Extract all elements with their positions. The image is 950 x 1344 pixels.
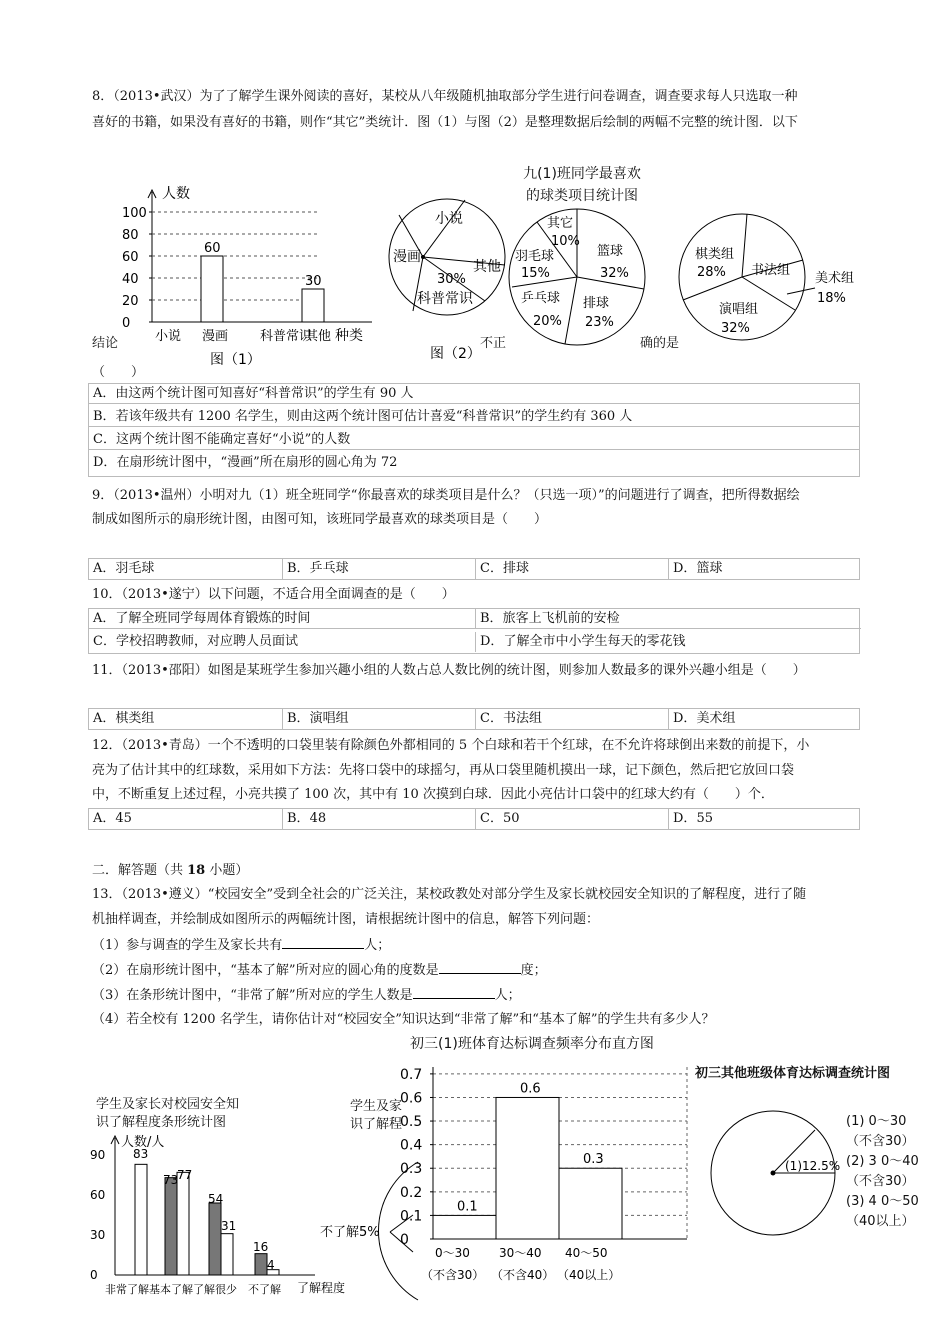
fig1-caption: 图（1） (210, 352, 261, 368)
hist-cat2a: 30～40 (499, 1246, 542, 1260)
q11-line1: 11．（2013•邵阳）如图是某班学生参加兴趣小组的人数占总人数比例的统计图，则参加人数最多的课外兴趣小组是（ ） (92, 663, 806, 678)
safety-bar-label: 83 (133, 1147, 149, 1161)
safety-bar-label: 77 (177, 1168, 193, 1182)
safety-bar-title-2: 识了解程度条形统计图 (96, 1115, 227, 1130)
q8-option-d[interactable]: D．在扇形统计图中，“漫画”所在扇形的圆心角为 72 (93, 455, 398, 470)
safety-ytick: 90 (90, 1148, 106, 1162)
safety-pie-title-1: 学生及家 (350, 1099, 403, 1114)
q13-sub2: （2）在扇形统计图中，“基本了解”所对应的圆心角的度数是 度； (92, 963, 547, 978)
ball-label-pq: 排球 (583, 296, 610, 311)
q10-option-b[interactable]: B．旅客上飞机前的安检 (475, 609, 861, 629)
hist-cat1b: （不含30） (421, 1268, 485, 1282)
safety-bar-label: 54 (208, 1192, 224, 1206)
safety-bar-label: 4 (267, 1258, 275, 1272)
q9-line1: 9．（2013•温州）小明对九（1）班全班同学“你最喜欢的球类项目是什么？（只选一项）”的问题进行了调查，把所得数据绘 (92, 488, 800, 503)
hist-ytick: 0.4 (400, 1137, 423, 1154)
fig1-bar (201, 256, 223, 322)
q10-option-d[interactable]: D．了解全市中小学生每天的零花钱 (475, 632, 861, 652)
fig2-label-xiaoshuo: 小说 (435, 211, 463, 227)
ball-label-qita: 其它 (547, 216, 574, 231)
q13-sub4: （4）若全校有 1200 名学生，请你估计对“校园安全”知识达到“非常了解”和“基本了解”的学生共有多少人？ (92, 1012, 715, 1027)
safety-bar (255, 1254, 267, 1275)
q12-option-d[interactable]: D．55 (668, 809, 861, 829)
fig1-ylabel: 人数 (162, 186, 190, 202)
q11-options (88, 708, 860, 730)
q9-option-b[interactable]: B．乒乓球 (282, 559, 475, 579)
q10-option-a[interactable]: A．了解全班同学每周体育锻炼的时间 (89, 609, 475, 629)
section2-heading: 二．解答题（共 18 小题） (92, 863, 249, 878)
safety-bar-title-1: 学生及家长对校园安全知 (96, 1097, 240, 1112)
fig1-ytick: 20 (122, 294, 139, 309)
q13-blank-2[interactable] (439, 961, 521, 974)
q9-option-a[interactable]: A．羽毛球 (93, 561, 155, 576)
q10-line1: 10．（2013•遂宁）以下问题，不适合用全面调查的是（ ） (92, 587, 455, 602)
fig2-label-kepu: 科普常识 (417, 291, 473, 307)
safety-xlabel: 了解程度 (297, 1281, 346, 1295)
group-label-yc: 演唱组 (719, 302, 759, 317)
fig1-xtick: 其他 (305, 329, 332, 344)
safety-bar (165, 1178, 177, 1275)
fig1-xtick: 漫画 (202, 329, 229, 344)
q8-option-b[interactable]: B．若该年级共有 1200 名学生，则由这两个统计图可估计喜爱“科普常识”的学生约有 360 人 (89, 407, 859, 427)
q8-tail-right: 确的是 (640, 336, 680, 351)
fig1-xtick: 科普常识 (260, 329, 313, 344)
q13-line2: 机抽样调查，并绘制成如图所示的两幅统计图，请根据统计图中的信息，解答下列问题： (92, 912, 600, 927)
q13-blank-1[interactable] (282, 936, 364, 949)
safety-bar-label: 73 (163, 1173, 179, 1187)
q9-option-c[interactable]: C．排球 (475, 559, 668, 579)
safety-bar (221, 1234, 233, 1275)
sport-pie-chart (705, 1100, 841, 1240)
fig1-xtick: 小说 (155, 329, 182, 344)
q8-option-a[interactable]: A．由这两个统计图可知喜好“科普常识”的学生有 90 人 (89, 384, 859, 404)
q8-line2: 喜好的书籍，如果没有喜好的书籍，则作“其它”类统计．图（1）与图（2）是整理数据后绘制的两幅不完整的统计图．以下 (92, 115, 798, 130)
group-label-yc-pct: 32% (721, 321, 750, 336)
ball-pie-title-2: 的球类项目统计图 (526, 188, 638, 204)
group-label-ql-pct: 28% (697, 265, 726, 280)
hist-ytick: 0.3 (400, 1161, 423, 1178)
hist-chart (395, 1055, 695, 1295)
fig1-bar-label: 30 (305, 274, 322, 289)
q12-option-a[interactable]: A．45 (93, 811, 132, 826)
q8-option-c[interactable]: C．这两个统计图不能确定喜好“小说”的人数 (89, 430, 859, 450)
hist-cat3a: 40～50 (565, 1246, 608, 1260)
hist-bar-label: 0.1 (457, 1199, 478, 1215)
hist-ytick: 0.1 (400, 1208, 423, 1225)
q12-option-c[interactable]: C．50 (475, 809, 668, 829)
hist-ytick: 0.5 (400, 1114, 423, 1131)
hist-ytick: 0.7 (400, 1066, 423, 1083)
ball-pie-chart (505, 205, 650, 350)
q8-line1: 8．（2013•武汉）为了了解学生课外阅读的喜好，某校从八年级随机抽取部分学生进行问卷调查，调查要求每人只选取一种 (92, 89, 798, 104)
q12-option-b[interactable]: B．48 (282, 809, 475, 829)
q8-paren: （ ） (92, 365, 145, 380)
fig1-ytick: 100 (122, 206, 147, 221)
sport-pie-title: 初三其他班级体育达标调查统计图 (695, 1066, 891, 1081)
ball-label-ymq: 羽毛球 (515, 249, 555, 264)
hist-title: 初三(1)班体育达标调查频率分布直方图 (410, 1036, 654, 1052)
fig1-bar-label: 60 (204, 241, 221, 256)
fig2-pie-chart (385, 195, 515, 362)
q12-line1: 12．（2013•青岛）一个不透明的口袋里装有除颜色外都相同的 5 个白球和若干个红球，在不允许将球倒出来数的前提下，小 (92, 738, 810, 753)
safety-ylabel: 人数/人 (121, 1135, 165, 1150)
hist-bar (433, 1215, 496, 1239)
sport-pie-inner: (1)12.5% (785, 1159, 841, 1173)
safety-pie-title-2: 识了解程 (350, 1117, 403, 1132)
q11-option-c[interactable]: C．书法组 (475, 709, 668, 729)
ball-label-ymq-pct: 15% (521, 266, 550, 281)
safety-bar-label: 31 (221, 1219, 237, 1233)
q8-options (88, 383, 860, 477)
fig2-label-kepu-pct: 30% (437, 272, 466, 287)
hist-cat2b: （不含40） (491, 1268, 555, 1282)
hist-bar-label: 0.6 (520, 1081, 541, 1097)
q9-option-d[interactable]: D．篮球 (668, 559, 861, 579)
fig1-ytick: 60 (122, 250, 139, 265)
group-label-ql: 棋类组 (695, 247, 735, 262)
fig1-xlabel: 种类 (335, 328, 363, 344)
q9-line2: 制成如图所示的扇形统计图，由图可知，该班同学最喜欢的球类项目是（ ） (92, 512, 548, 527)
hist-bar-label: 0.3 (583, 1152, 604, 1168)
hist-bar (496, 1097, 559, 1239)
q11-option-b[interactable]: B．演唱组 (282, 709, 475, 729)
hist-ytick: 0 (400, 1232, 409, 1248)
q13-sub3: （3）在条形统计图中，“非常了解”所对应的学生人数是 人； (92, 988, 521, 1003)
group-label-ms: 美术组 (815, 271, 855, 286)
ball-pie-title-1: 九(1)班同学最喜欢 (523, 166, 641, 182)
group-label-sf: 书法组 (751, 263, 791, 278)
safety-bar (177, 1172, 189, 1275)
q11-option-d[interactable]: D．美术组 (668, 709, 861, 729)
q8-tail-left: 结论 (92, 336, 119, 351)
safety-ytick: 0 (90, 1268, 98, 1282)
safety-ytick: 60 (90, 1188, 106, 1202)
sport-pie-legend: (1) 0～30 （不含30） (2) 3 0～40 （不含30） (3) 4 0～50 （40以上） (846, 1114, 919, 1229)
fig2-label-qita: 其他 (473, 259, 501, 275)
hist-cat1a: 0～30 (435, 1246, 470, 1260)
safety-bar (135, 1164, 147, 1275)
fig2-caption: 图（2） (430, 346, 481, 362)
fig1-ytick: 0 (122, 316, 131, 331)
safety-bar-chart (85, 1130, 355, 1300)
fig1-bar-chart (110, 180, 380, 370)
q10-option-c[interactable]: C．学校招聘教师，对应聘人员面试 (93, 634, 298, 649)
ball-label-ppq: 乒乓球 (521, 291, 561, 306)
safety-pie-label: 不了解5% (320, 1225, 380, 1240)
q13-line1: 13．（2013•遵义）“校园安全”受到全社会的广泛关注，某校政教处对部分学生及家长就校园安全知识的了解程度，进行了随 (92, 887, 807, 902)
q13-blank-3[interactable] (413, 986, 495, 999)
ball-label-pq-pct: 23% (585, 315, 614, 330)
q13-sub1: （1）参与调查的学生及家长共有 人； (92, 938, 391, 953)
fig1-bar (302, 289, 324, 322)
fig2-label-manhua: 漫画 (393, 249, 421, 265)
q9-options (88, 558, 860, 580)
safety-ytick: 30 (90, 1228, 106, 1242)
ball-label-lq-pct: 32% (600, 266, 629, 281)
q12-options (88, 808, 860, 830)
group-pie-chart (675, 210, 875, 345)
q12-line3: 中，不断重复上述过程，小亮共摸了 100 次，其中有 10 次摸到白球．因此小亮估计口袋中的红球大约有（ ）个． (92, 787, 774, 802)
hist-ytick: 0.2 (400, 1184, 423, 1201)
q12-line2: 亮为了估计其中的红球数，采用如下方法：先将口袋中的球摇匀，再从口袋里随机摸出一球，记下颜色，然后把它放回口袋 (92, 763, 795, 778)
ball-label-ppq-pct: 20% (533, 314, 562, 329)
fig1-ytick: 80 (122, 228, 139, 243)
safety-bar (209, 1203, 221, 1275)
group-label-ms-pct: 18% (817, 291, 846, 306)
ball-label-lq: 篮球 (597, 244, 624, 259)
fig1-ytick: 40 (122, 272, 139, 287)
safety-categories: 非常了解基本了解了解很少 不了解 (105, 1283, 281, 1296)
safety-bar-label: 16 (253, 1240, 269, 1254)
hist-ytick: 0.6 (400, 1090, 423, 1107)
ball-label-qita-pct: 10% (551, 234, 580, 249)
q10-options (88, 608, 860, 654)
hist-cat3b: （40以上） (557, 1268, 621, 1282)
q8-tail-mid: 不正 (480, 336, 507, 351)
q11-option-a[interactable]: A．棋类组 (93, 711, 155, 726)
hist-bar (559, 1168, 622, 1239)
